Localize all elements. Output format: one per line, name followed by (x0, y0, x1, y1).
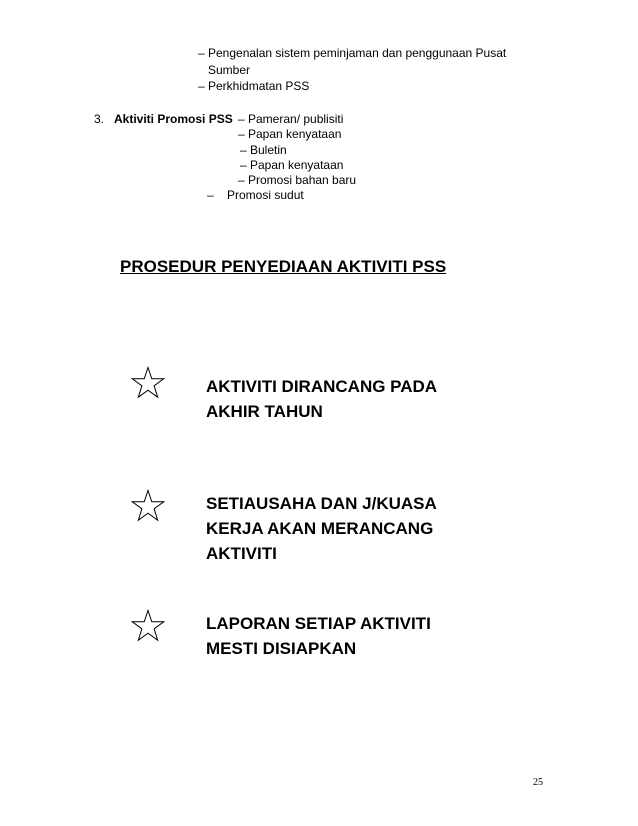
star-outline-icon (131, 489, 165, 523)
step-3-line-1: LAPORAN SETIAP AKTIVITI (206, 614, 431, 633)
step-1-line-2: AKHIR TAHUN (206, 402, 323, 421)
step-2-line-2: KERJA AKAN MERANCANG (206, 519, 434, 538)
list-item-perkhidmatan: – Perkhidmatan PSS (198, 79, 310, 93)
list-item-buletin: – Buletin (240, 143, 287, 157)
list-number: 3. (94, 112, 105, 126)
list-item-papan-kenyataan-2: – Papan kenyataan (240, 158, 344, 172)
star-outline-icon (131, 609, 165, 643)
list-item-pameran: – Pameran/ publisiti (238, 112, 344, 126)
list-item-pengenalan-cont: Sumber (208, 63, 251, 77)
list-item-promosi-sudut: Promosi sudut (227, 188, 304, 202)
star-outline-icon (131, 366, 165, 400)
step-1-line-1: AKTIVITI DIRANCANG PADA (206, 377, 438, 396)
list-item-promosi-bahan: – Promosi bahan baru (238, 173, 357, 187)
step-3-line-2: MESTI DISIAPKAN (206, 639, 357, 658)
procedure-heading: PROSEDUR PENYEDIAAN AKTIVITI PSS (120, 257, 447, 276)
step-2-line-3: AKTIVITI (206, 544, 277, 563)
page-number: 25 (533, 777, 543, 788)
list-title: Aktiviti Promosi PSS (114, 112, 233, 126)
list-item-pengenalan: – Pengenalan sistem peminjaman dan penggunaan Pusat (198, 46, 507, 60)
list-item-papan-kenyataan: – Papan kenyataan (238, 127, 342, 141)
step-2-line-1: SETIAUSAHA DAN J/KUASA (206, 494, 437, 513)
list-dash: – (207, 188, 214, 202)
